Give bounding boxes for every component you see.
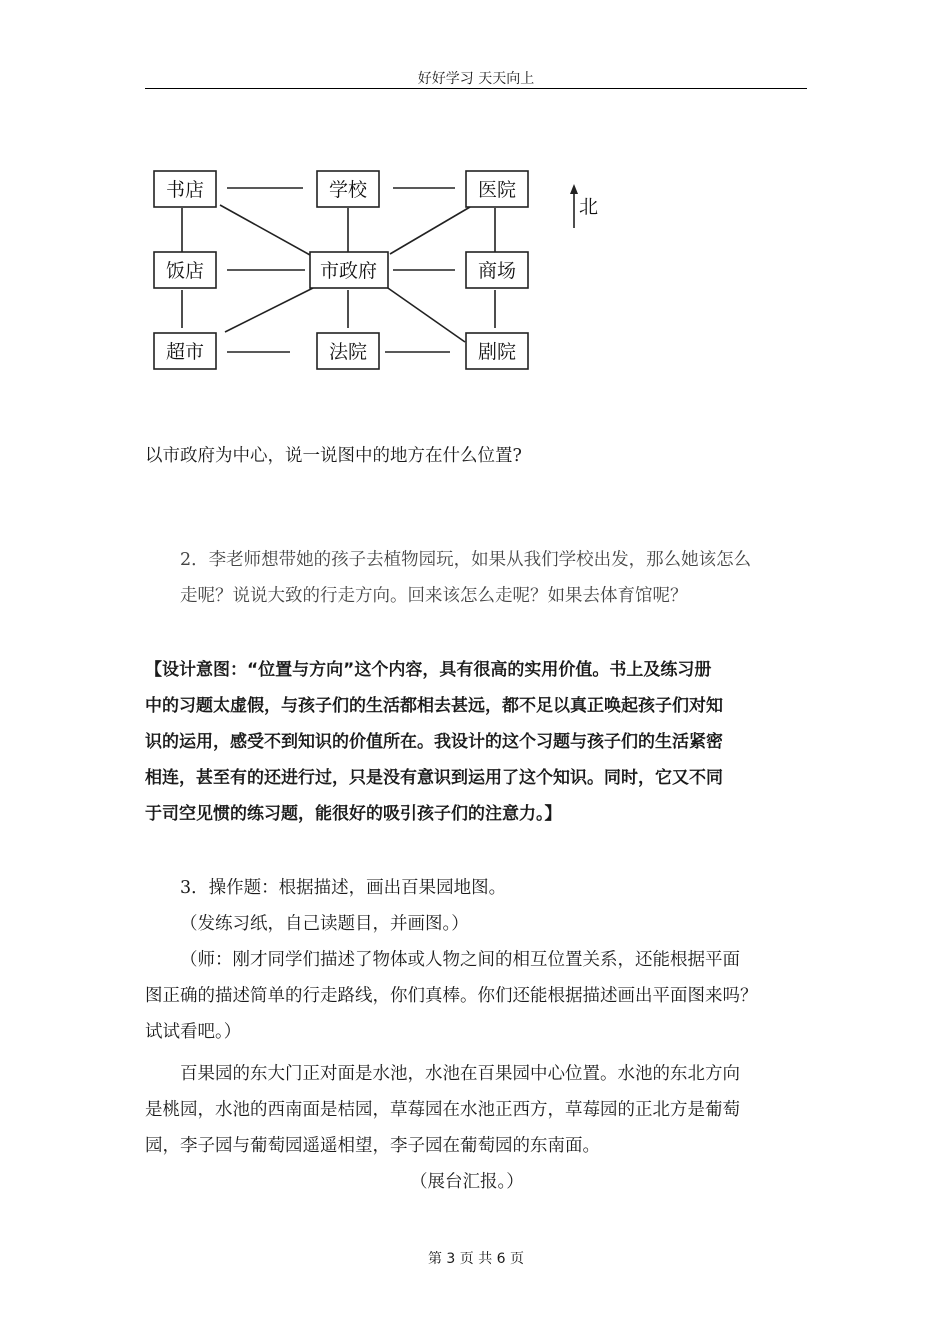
design-intent-line: 相连，甚至有的还进行过，只是没有意识到运用了这个知识。同时，它又不同 bbox=[145, 768, 723, 788]
question-3-note-1: （发练习纸，自己读题目，并画图。） bbox=[180, 914, 469, 934]
question-1: 以市政府为中心，说一说图中的地方在什么位置? bbox=[145, 446, 522, 466]
line-bookstore-government bbox=[220, 205, 310, 255]
description-line: 是桃园，水池的西南面是桔园，草莓园在水池正西方，草莓园的正北方是葡萄 bbox=[145, 1100, 740, 1120]
description-line: 百果园的东大门正对面是水池，水池在百果园中心位置。水池的东北方向 bbox=[180, 1064, 740, 1084]
box-restaurant: 饭店 bbox=[166, 260, 205, 282]
box-school: 学校 bbox=[329, 179, 368, 201]
header-rule bbox=[145, 88, 807, 89]
line-supermarket-government bbox=[225, 288, 313, 332]
box-mall: 商场 bbox=[478, 260, 517, 282]
box-government: 市政府 bbox=[320, 260, 378, 282]
design-intent-line: 中的习题太虚假，与孩子们的生活都相去甚远，都不足以真正唤起孩子们对知 bbox=[145, 696, 723, 716]
teacher-line: 图正确的描述简单的行走路线，你们真棒。你们还能根据描述画出平面图来吗？ bbox=[145, 986, 758, 1006]
question-2-line-1: 2．李老师想带她的孩子去植物园玩，如果从我们学校出发，那么她该怎么 bbox=[180, 550, 752, 570]
box-supermarket: 超市 bbox=[166, 341, 205, 363]
design-intent-line: 识的运用，感受不到知识的价值所在。我设计的这个习题与孩子们的生活紧密 bbox=[145, 732, 723, 752]
box-court: 法院 bbox=[329, 341, 368, 363]
question-3-note-2: （展台汇报。） bbox=[410, 1172, 524, 1192]
design-intent-line: 于司空见惯的练习题，能很好的吸引孩子们的注意力。】 bbox=[145, 804, 562, 824]
north-arrow-head bbox=[570, 184, 578, 194]
line-hospital-government bbox=[390, 207, 470, 254]
box-hospital: 医院 bbox=[478, 179, 517, 201]
design-intent-line: 【设计意图：“位置与方向”这个内容，具有很高的实用价值。书上及练习册 bbox=[145, 660, 712, 680]
box-theater: 剧院 bbox=[478, 341, 517, 363]
page-footer: 第 3 页 共 6 页 bbox=[427, 1251, 525, 1267]
teacher-line: 试试看吧。） bbox=[145, 1022, 242, 1042]
box-bookstore: 书店 bbox=[166, 179, 205, 201]
description-line: 园，李子园与葡萄园遥遥相望，李子园在葡萄园的东南面。 bbox=[145, 1136, 600, 1156]
question-2-line-2: 走呢？说说大致的行走方向。回来该怎么走呢？如果去体育馆呢？ bbox=[180, 586, 688, 606]
question-3-title: 3．操作题：根据描述，画出百果园地图。 bbox=[180, 878, 507, 898]
page-header: 好好学习 天天向上 bbox=[417, 71, 535, 87]
diagram-svg bbox=[145, 160, 615, 380]
teacher-line: （师：刚才同学们描述了物体或人物之间的相互位置关系，还能根据平面 bbox=[180, 950, 740, 970]
line-government-theater bbox=[385, 286, 465, 342]
north-label: 北 bbox=[579, 196, 599, 218]
location-diagram bbox=[145, 160, 615, 384]
